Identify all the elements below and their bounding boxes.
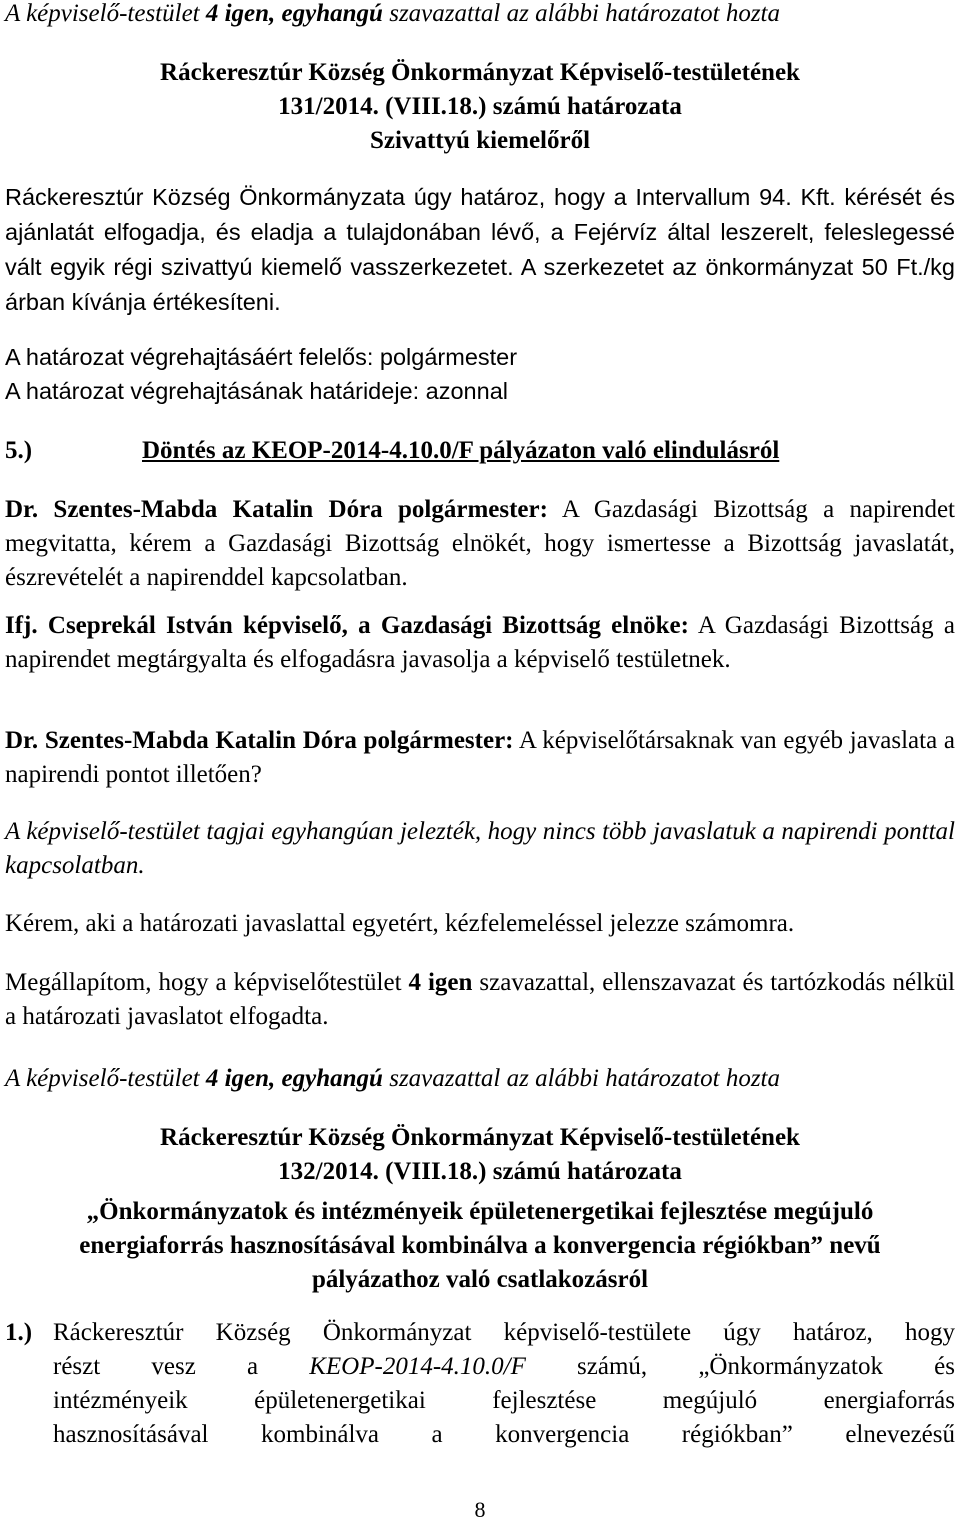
paragraph-vote-result: Megállapítom, hogy a képviselőtestület 4 igen szavazattal, ellenszavazat és tartózkodás nélkül a határozati javaslatot elfogadta. [5, 969, 955, 1030]
point-line: intézményeik épületenergetikai fejlesztése megújuló energiaforrás [53, 1387, 955, 1414]
point-line: hasznosításával kombinálva a konvergencia régiókban” elnevezésű [53, 1421, 955, 1448]
agenda-item-heading: 5.) Döntés az KEOP-2014-4.10.0/F pályázaton való elindulásról [5, 437, 780, 464]
resolution-header-132 [5, 1121, 955, 1297]
resolution-subject-line: energiaforrás hasznosításával kombinálva a konvergencia régiókban” nevű [79, 1232, 881, 1259]
page-number: 8 [474, 1497, 486, 1522]
point-line: Ráckeresztúr Község Önkormányzat képviselő-testülete úgy határoz, hogy [53, 1319, 955, 1346]
point-number: 1.) [5, 1319, 33, 1346]
resolution-number: 132/2014. (VIII.18.) számú határozata [278, 1158, 682, 1185]
vote-statement-bottom: A képviselő-testület 4 igen, egyhangú szavazattal az alábbi határozatot hozta [5, 1065, 781, 1092]
resolution-deadline: A határozat végrehajtásának határideje: azonnal [5, 378, 508, 404]
resolution-responsible: A határozat végrehajtásáért felelős: polgármester [5, 344, 518, 370]
resolution-subject-line: „Önkormányzatok és intézményeik épületenergetikai fejlesztése megújuló [86, 1198, 874, 1225]
resolution-subject: Szivattyú kiemelőről [369, 127, 591, 154]
resolution-issuer: Ráckeresztúr Község Önkormányzat Képviselő-testületének [160, 1124, 800, 1151]
point-line: részt vesz a KEOP-2014-4.10.0/F számú, „Önkormányzatok és [53, 1353, 955, 1380]
resolution-header-131 [5, 56, 955, 158]
paragraph-mayor-1: Dr. Szentes-Mabda Katalin Dóra polgármester: A Gazdasági Bizottság a napirendet megvitatta, kérem a Gazdasági Bizottság elnökét, hogy ismertesse a Bizottság javaslatát, észrevételét a napirenddel kapcsolatban. [5, 496, 955, 591]
resolution-number: 131/2014. (VIII.18.) számú határozata [278, 93, 682, 120]
paragraph-mayor-2: Dr. Szentes-Mabda Katalin Dóra polgármester: A képviselőtársaknak van egyéb javaslata a napirendi pontot illetően? [5, 727, 956, 788]
resolution-point-1 [5, 1316, 955, 1452]
resolution-body-131: Ráckeresztúr Község Önkormányzata úgy határoz, hogy a Intervallum 94. Kft. kérését és ajánlatát elfogadja, és eladja a tulajdonában lévő, a Fejérvíz által leszerelt, feleslegessé vált egyik régi szivattyú kiemelő vasszerkezetet. A szerkezetet az önkormányzat 50 Ft./kg árban kívánja értékesíteni. [5, 184, 955, 315]
vote-statement-top: A képviselő-testület 4 igen, egyhangú szavazattal az alábbi határozatot hozta [5, 0, 781, 27]
paragraph-committee-chair: Ifj. Cseprekál István képviselő, a Gazdasági Bizottság elnöke: A Gazdasági Bizottság a napirendet megtárgyalta és elfogadásra javasolja a képviselő testületnek. [5, 612, 955, 673]
resolution-issuer: Ráckeresztúr Község Önkormányzat Képviselő-testületének [160, 59, 800, 86]
paragraph-board-statement: A képviselő-testület tagjai egyhangúan jelezték, hogy nincs több javaslatuk a napirendi ponttal kapcsolatban. [5, 818, 955, 879]
paragraph-request-vote: Kérem, aki a határozati javaslattal egyetért, kézfelemeléssel jelezze számomra. [5, 910, 795, 937]
resolution-subject-line: pályázathoz való csatlakozásról [311, 1266, 649, 1293]
